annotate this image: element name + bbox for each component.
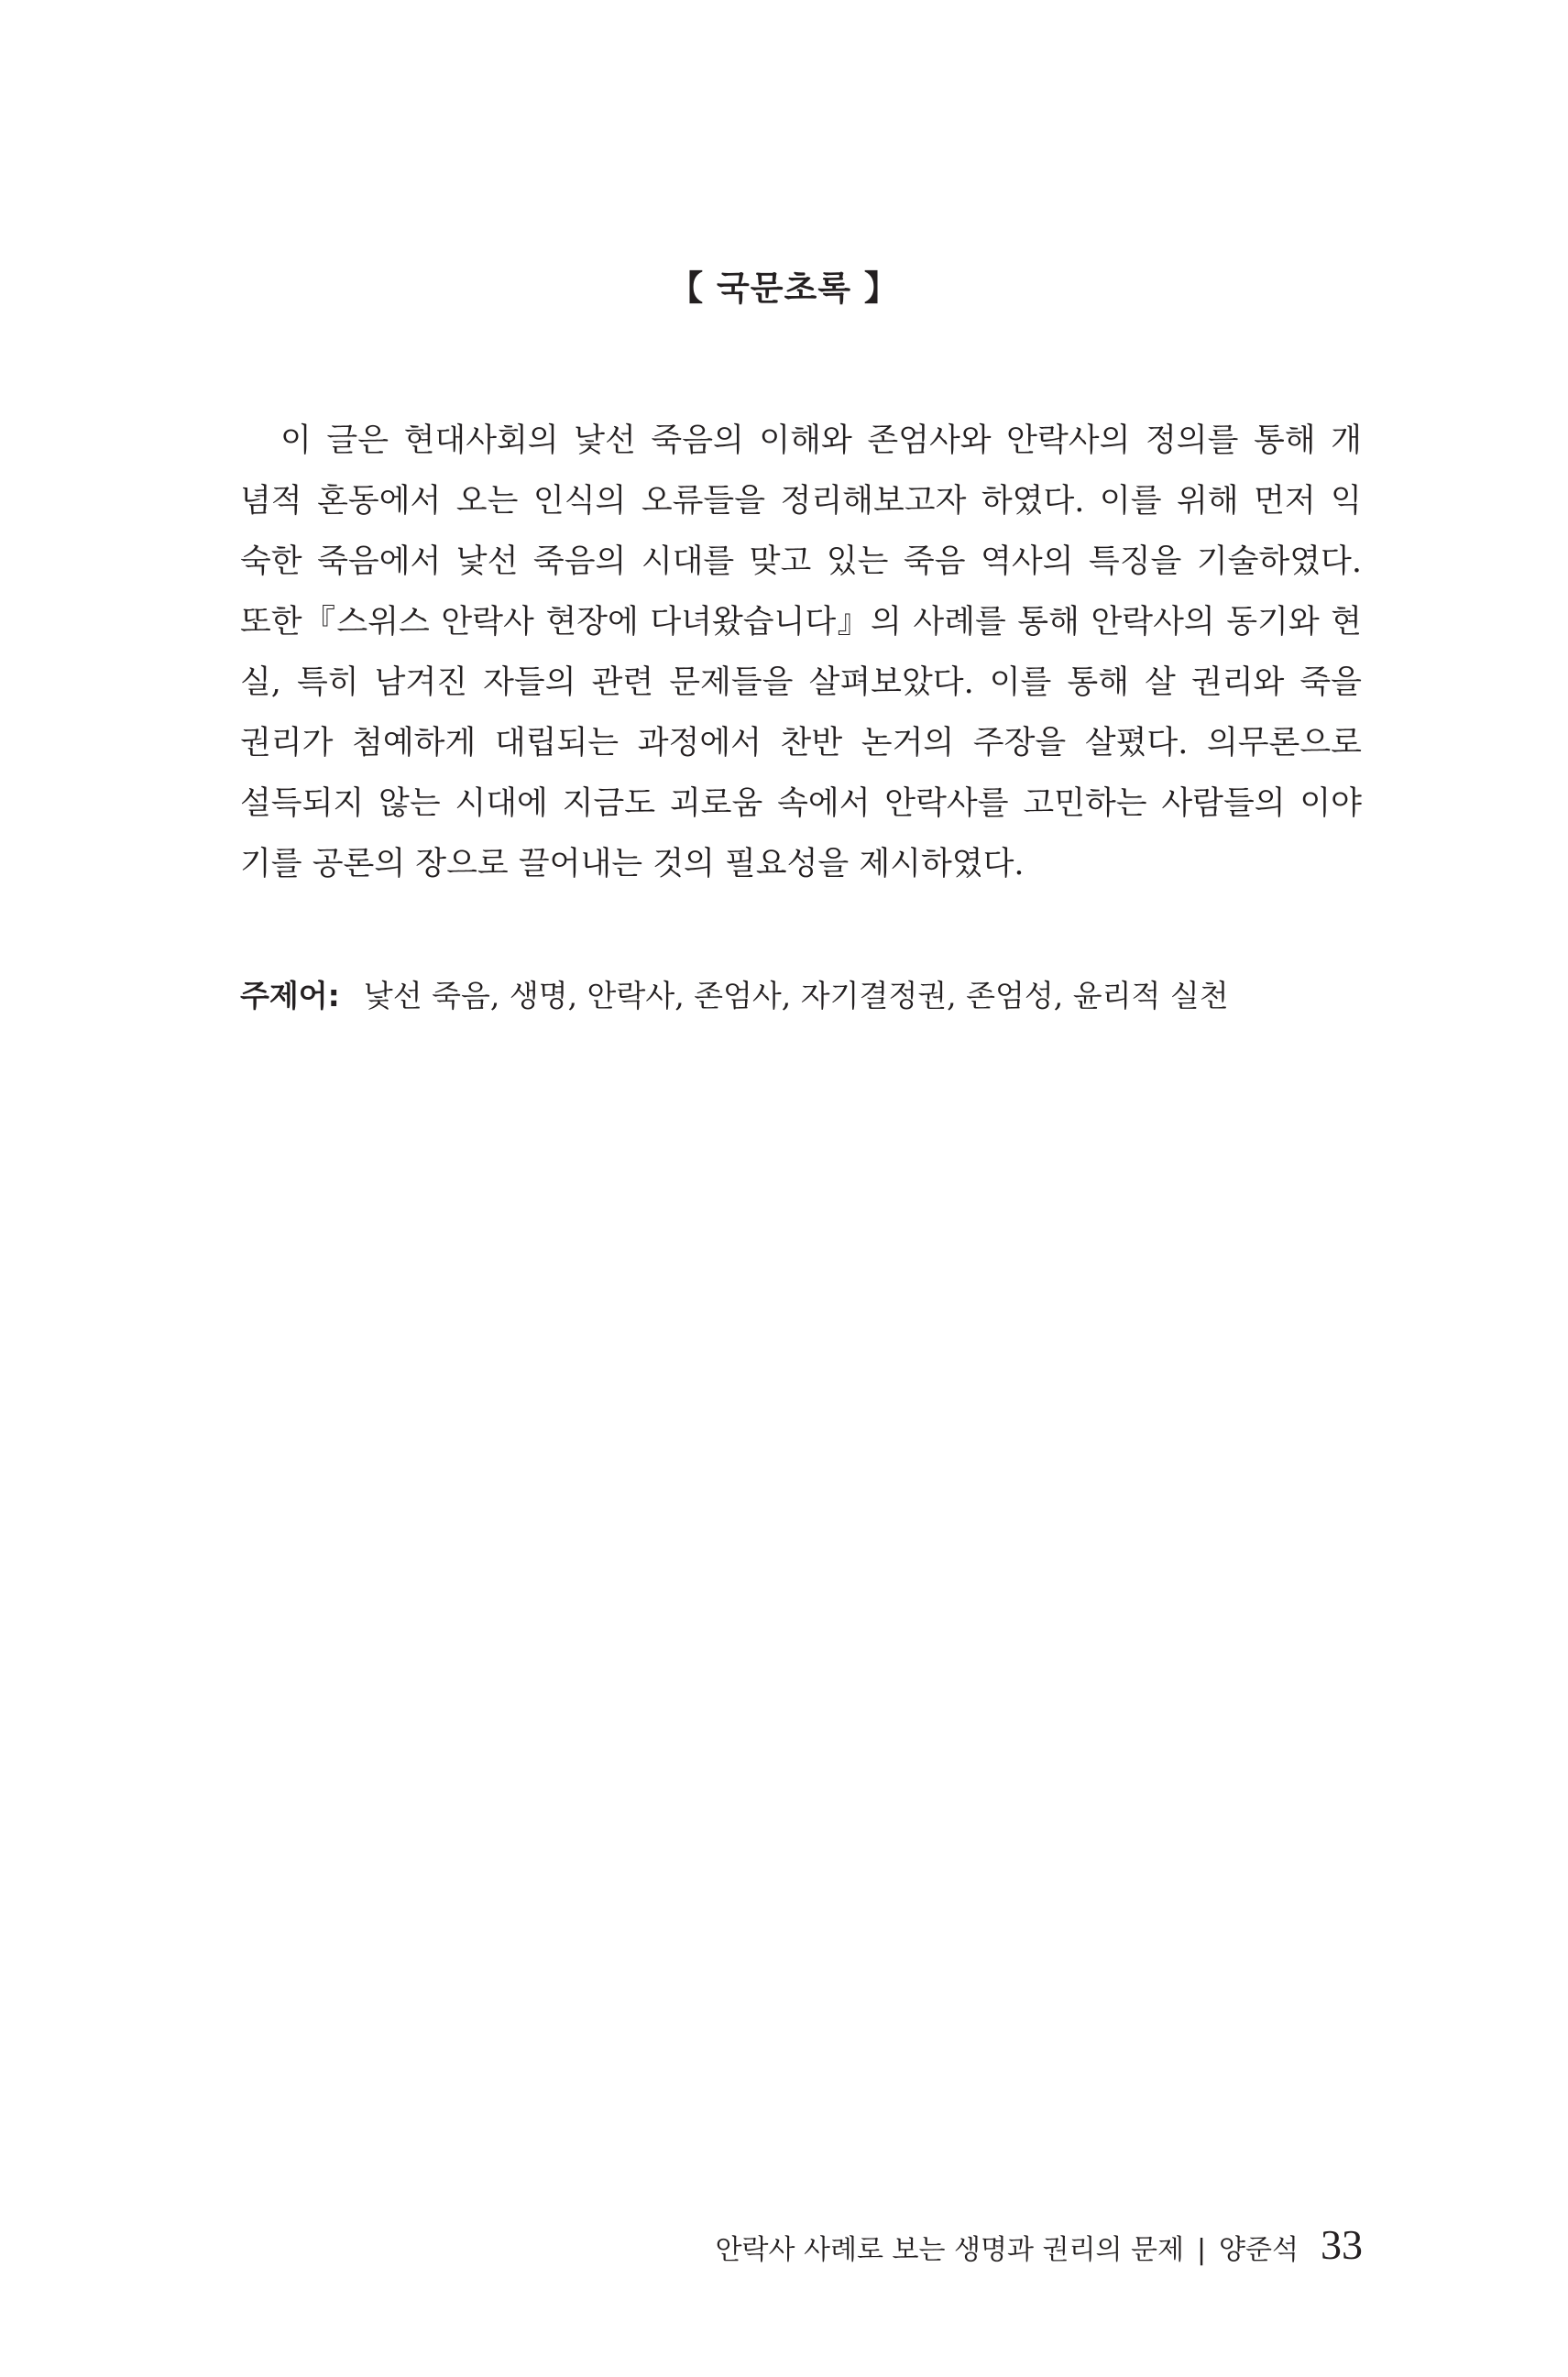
abstract-line: 실, 특히 남겨진 자들의 관련 문제들을 살펴보았다. 이를 통해 살 권리와 죽을: [240, 664, 1362, 701]
page-number: 33: [1321, 2221, 1363, 2268]
abstract-line: 숙한 죽음에서 낯선 죽음의 시대를 맞고 있는 죽음 역사의 특징을 기술하였다.: [240, 543, 1362, 580]
abstract-line: 념적 혼동에서 오는 인식의 오류들을 정리해보고자 하였다. 이를 위해 먼저 익: [240, 483, 1362, 520]
running-footer: [716, 2220, 1363, 2269]
abstract-paragraph: [240, 411, 1362, 894]
author-name: 양준석: [1219, 2234, 1299, 2266]
abstract-line: 기를 공론의 장으로 끌어내는 것의 필요성을 제시하였다.: [240, 846, 1025, 882]
abstract-heading: 【 국문초록 】: [669, 268, 899, 308]
keywords: [240, 972, 1362, 1015]
footer-separator: |: [1196, 2234, 1207, 2266]
keywords-label: 주제어:: [240, 978, 340, 1013]
keywords-list: 낯선 죽음, 생명, 안락사, 존엄사, 자기결정권, 존엄성, 윤리적 실천: [363, 978, 1229, 1013]
abstract-line: 설득되지 않는 시대에 지금도 괴로움 속에서 안락사를 고민하는 사람들의 이야: [240, 785, 1362, 822]
abstract-line: 이 글은 현대사회의 낯선 죽음의 이해와 존엄사와 안락사의 정의를 통해 개: [280, 422, 1362, 459]
running-title: 안락사 사례로 보는 생명과 권리의 문제: [715, 2234, 1184, 2266]
abstract-line: 권리가 첨예하게 대립되는 과정에서 찬반 논거의 주장을 살폈다. 의무론으로: [240, 725, 1362, 761]
abstract-line: 또한『스위스 안락사 현장에 다녀왔습니다』의 사례를 통해 안락사의 동기와 현: [240, 604, 1362, 641]
